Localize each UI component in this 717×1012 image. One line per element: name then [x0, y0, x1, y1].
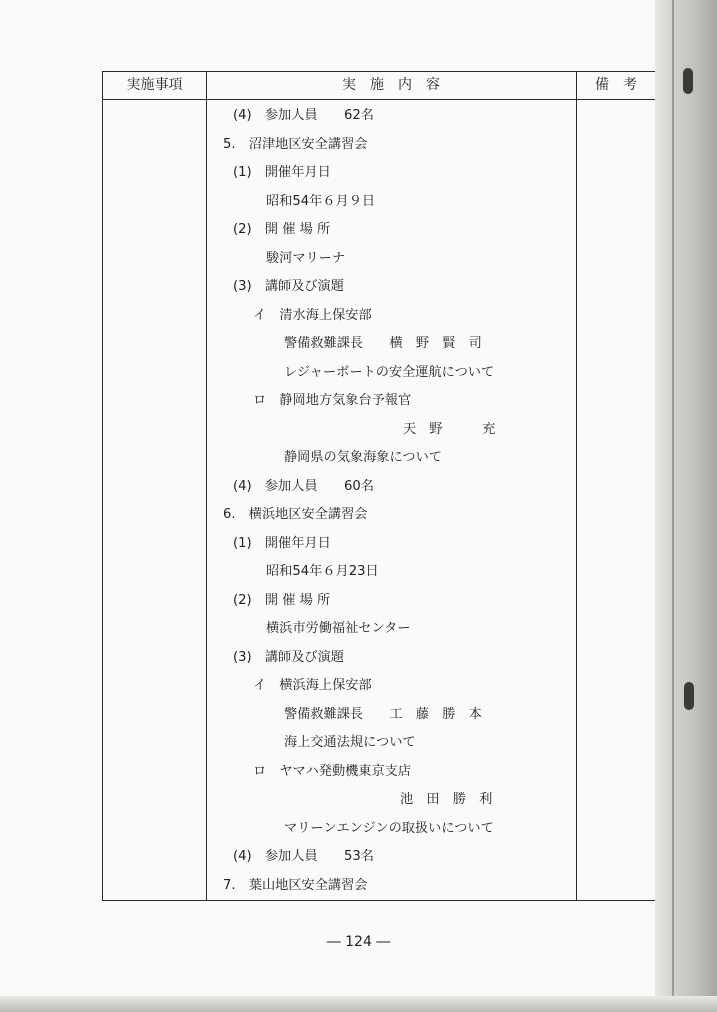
content-line: 海上交通法規について	[284, 735, 416, 750]
binder-mark	[684, 682, 694, 710]
content-line: レジャーボートの安全運航について	[284, 365, 495, 380]
content-line: (2) 開 催 場 所	[233, 593, 331, 608]
content-line: (4) 参加人員 53名	[233, 849, 374, 864]
header-remarks: 備 考	[595, 77, 637, 93]
content-line: 6. 横浜地区安全講習会	[223, 507, 368, 522]
content-line: 静岡県の気象海象について	[284, 450, 442, 465]
column-divider-item	[206, 72, 207, 900]
content-line: (4) 参加人員 60名	[233, 479, 374, 494]
content-line: 7. 葉山地区安全講習会	[223, 878, 368, 893]
page-edge-shadow	[655, 0, 717, 1012]
content-line: 天 野 充	[403, 422, 496, 437]
content-line: 横浜市労働福祉センター	[266, 621, 411, 636]
content-line: イ 横浜海上保安部	[253, 678, 372, 693]
content-line: (1) 開催年月日	[233, 536, 331, 551]
scan-bottom-edge	[0, 996, 717, 1012]
content-line: 昭和54年６月23日	[266, 564, 379, 579]
content-line: イ 清水海上保安部	[253, 308, 372, 323]
content-line: 池 田 勝 利	[400, 792, 493, 807]
header-implementation-item: 実施事項	[126, 77, 183, 93]
column-divider-note	[576, 72, 577, 900]
header-implementation-content: 実 施 内 容	[342, 77, 440, 93]
page-number: ― 124 ―	[326, 934, 391, 950]
page-edge-line	[672, 0, 674, 1012]
content-line: (4) 参加人員 62名	[233, 108, 374, 123]
content-line: 警備救難課長 工 藤 勝 本	[284, 707, 482, 722]
content-line: (1) 開催年月日	[233, 165, 331, 180]
content-line: マリーンエンジンの取扱いについて	[284, 821, 494, 836]
content-line: (3) 講師及び演題	[233, 650, 344, 665]
header-divider	[103, 99, 656, 100]
binder-mark	[683, 68, 693, 94]
content-line: (3) 講師及び演題	[233, 279, 344, 294]
content-line: 5. 沼津地区安全講習会	[223, 137, 368, 152]
content-line: (2) 開 催 場 所	[233, 222, 331, 237]
content-line: ロ 静岡地方気象台予報官	[253, 393, 412, 408]
content-line: 昭和54年６月９日	[266, 194, 376, 209]
content-line: 警備救難課長 横 野 賢 司	[284, 336, 482, 351]
content-line: ロ ヤマハ発動機東京支店	[253, 764, 412, 779]
content-line: 駿河マリーナ	[266, 251, 346, 266]
report-table	[102, 71, 657, 901]
